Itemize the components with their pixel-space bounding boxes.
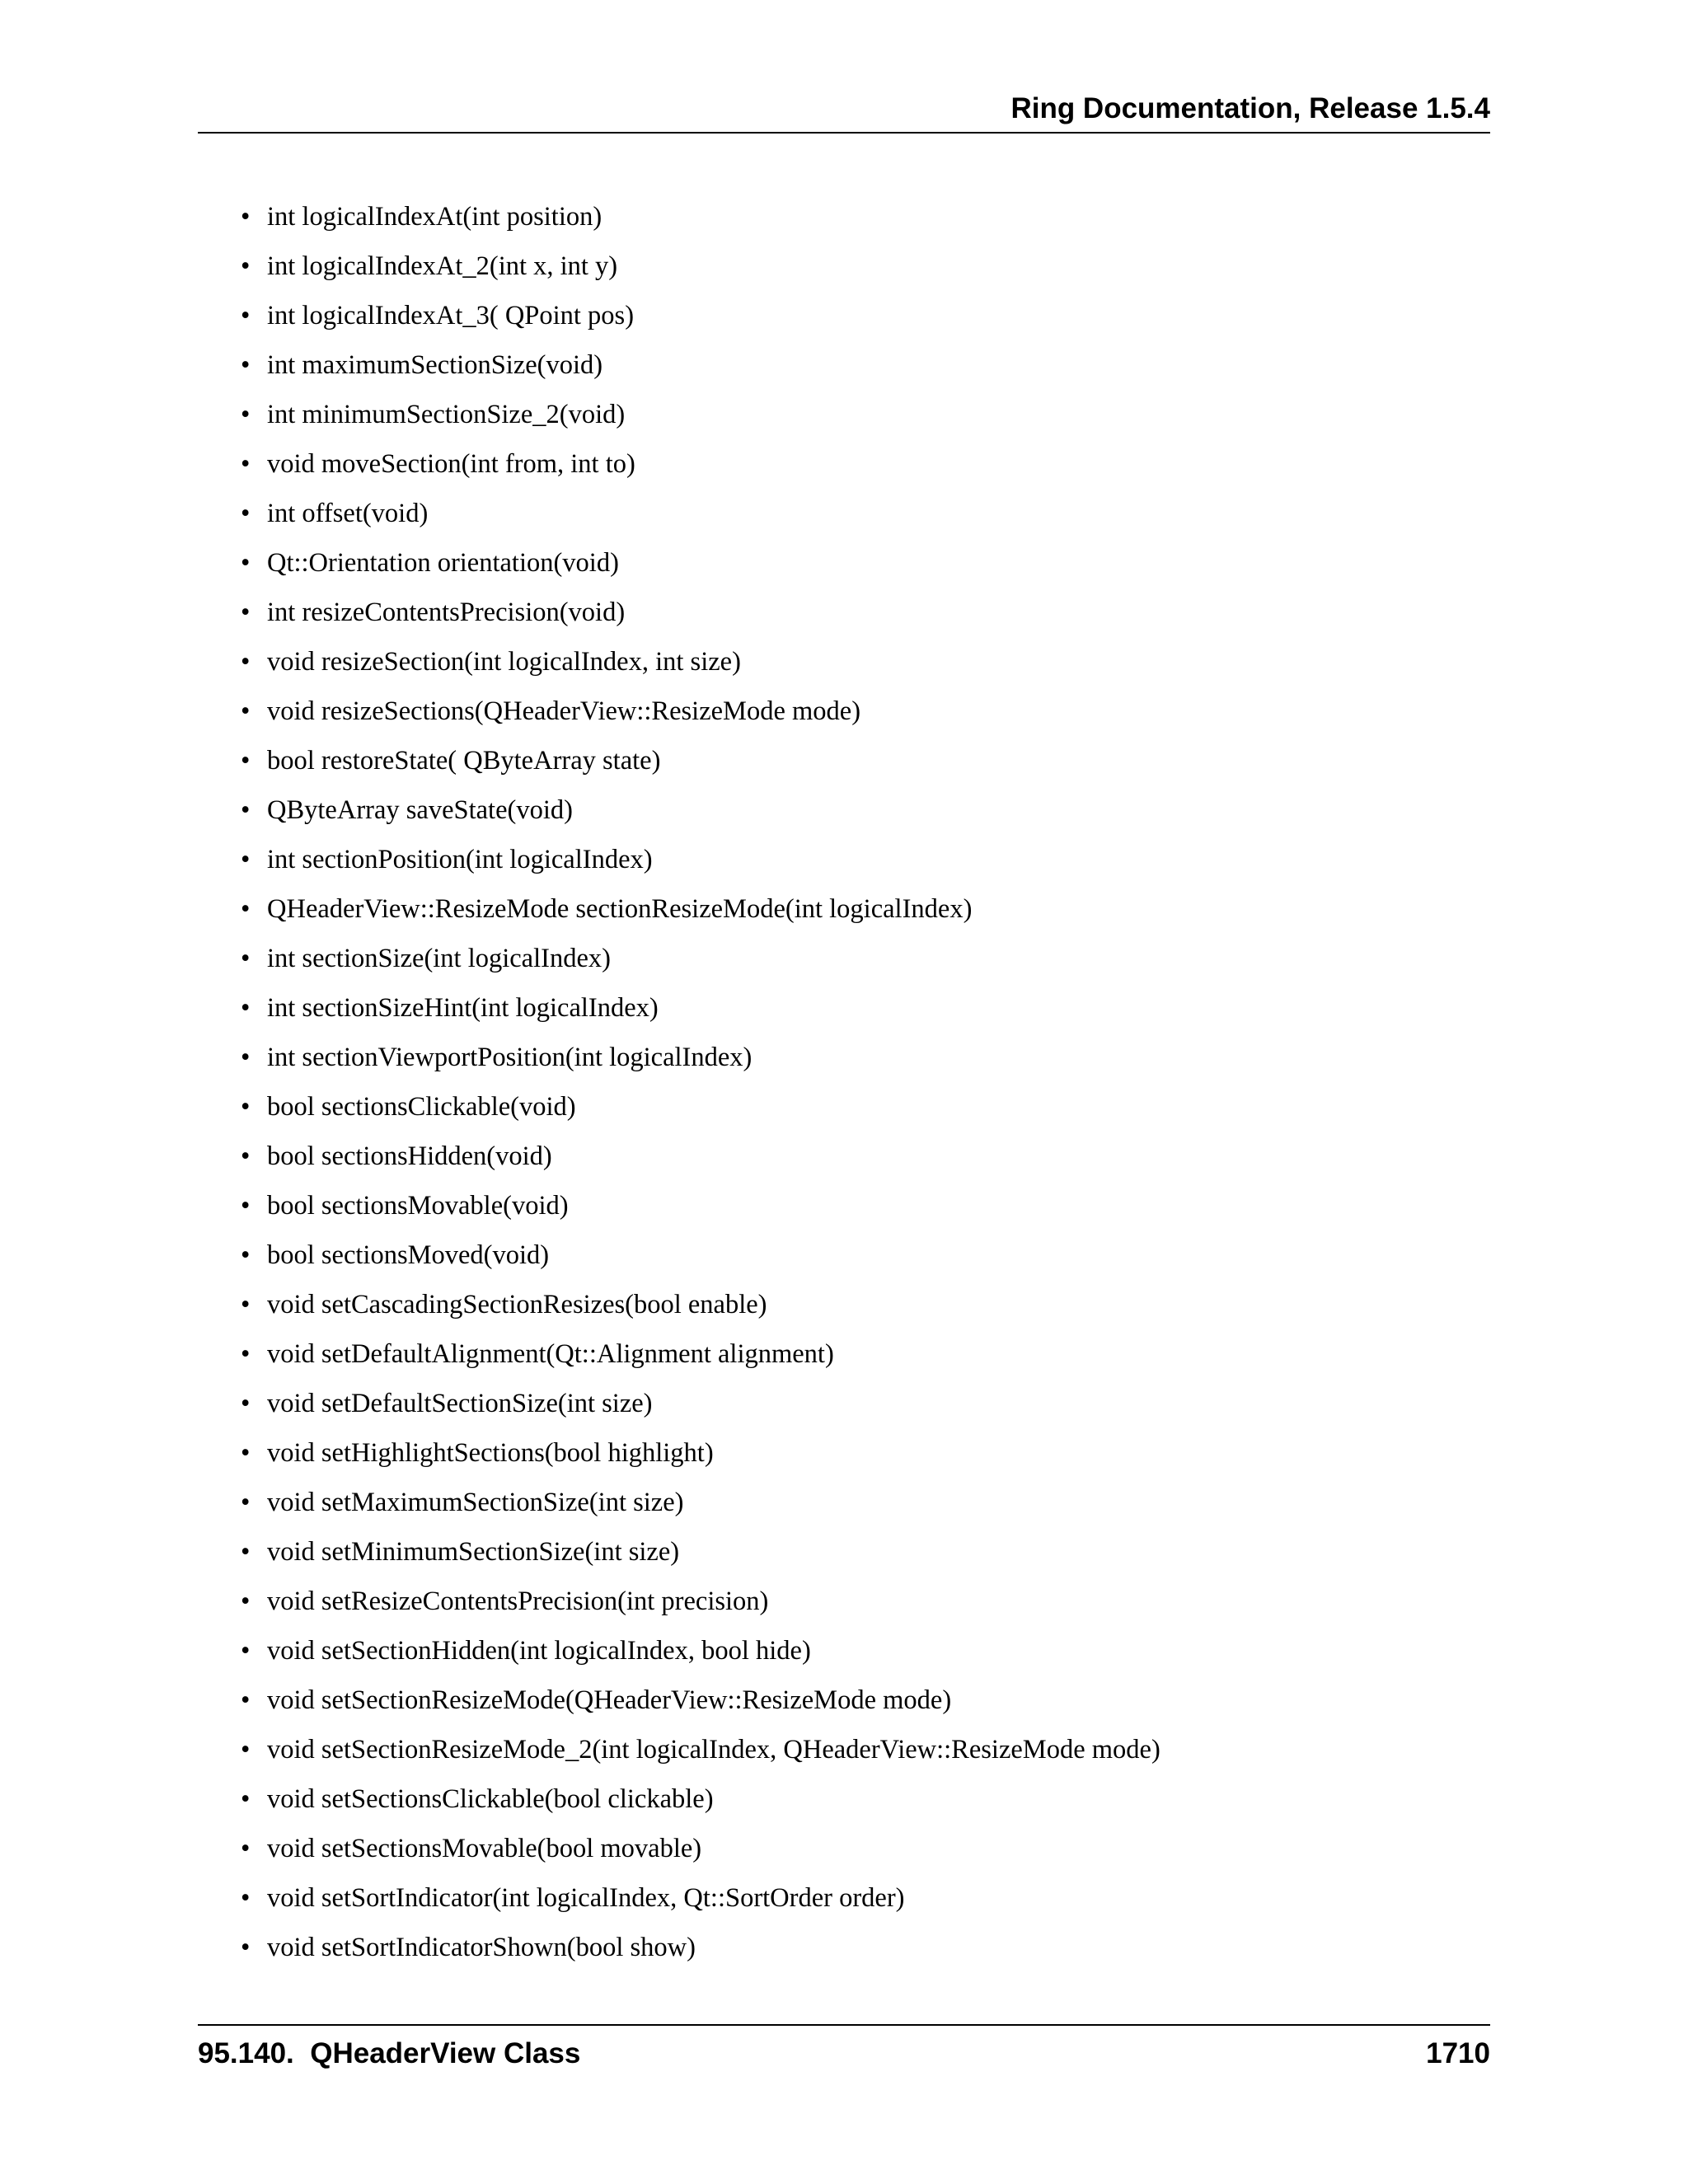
method-signature: int logicalIndexAt_2(int x, int y) [267,251,618,281]
list-item [241,1038,1160,1088]
list-item [241,1632,1160,1681]
bullet-icon: • [241,1586,251,1616]
list-item [241,1088,1160,1137]
method-signature: int offset(void) [267,499,429,528]
bullet-icon: • [241,548,251,578]
method-signature: int logicalIndexAt(int position) [267,202,603,232]
list-item [241,1236,1160,1286]
list-item [241,940,1160,989]
bullet-icon: • [241,1141,251,1171]
bullet-icon: • [241,1488,251,1517]
bullet-icon: • [241,1191,251,1221]
list-item [241,1582,1160,1632]
bullet-icon: • [241,1092,251,1122]
method-signature: void setDefaultAlignment(Qt::Alignment alignment) [267,1339,834,1369]
bullet-icon: • [241,202,251,232]
bullet-icon: • [241,1834,251,1863]
list-item [241,346,1160,396]
list-item [241,742,1160,791]
bullet-icon: • [241,1240,251,1270]
list-item [241,692,1160,742]
bullet-icon: • [241,696,251,726]
bullet-icon: • [241,1735,251,1765]
list-item [241,1731,1160,1780]
method-signature: void setSectionResizeMode(QHeaderView::ResizeMode mode) [267,1685,952,1715]
bullet-icon: • [241,1685,251,1715]
method-signature: bool sectionsMoved(void) [267,1240,550,1270]
list-item [241,544,1160,593]
method-signature: void setCascadingSectionResizes(bool enable) [267,1290,767,1319]
list-item [241,1385,1160,1434]
list-item [241,1830,1160,1879]
method-signature: Qt::Orientation orientation(void) [267,548,619,578]
list-item [241,1780,1160,1830]
bullet-icon: • [241,845,251,874]
bullet-icon: • [241,251,251,281]
bullet-icon: • [241,1537,251,1567]
list-item [241,890,1160,940]
list-item [241,841,1160,890]
list-item [241,396,1160,445]
bullet-icon: • [241,598,251,627]
method-signature: int sectionPosition(int logicalIndex) [267,845,653,874]
list-item [241,247,1160,297]
list-item [241,1533,1160,1582]
list-item [241,1335,1160,1385]
list-item [241,297,1160,346]
bullet-icon: • [241,894,251,924]
bullet-icon: • [241,647,251,677]
bullet-icon: • [241,1784,251,1814]
list-item [241,1434,1160,1483]
list-item [241,494,1160,544]
list-item [241,1483,1160,1533]
method-signature: int resizeContentsPrecision(void) [267,598,626,627]
list-item [241,1879,1160,1929]
bullet-icon: • [241,301,251,330]
method-signature: void setSortIndicatorShown(bool show) [267,1933,696,1962]
list-item [241,445,1160,494]
method-signature: int sectionViewportPosition(int logicalIndex) [267,1043,753,1072]
bullet-icon: • [241,350,251,380]
list-item [241,1681,1160,1731]
bullet-icon: • [241,1290,251,1319]
method-signature: int sectionSize(int logicalIndex) [267,944,611,973]
method-signature: void setResizeContentsPrecision(int precision) [267,1586,769,1616]
method-signature: void setDefaultSectionSize(int size) [267,1389,653,1418]
method-signature: void setSectionHidden(int logicalIndex, bool hide) [267,1636,811,1666]
list-item [241,198,1160,247]
bullet-icon: • [241,1636,251,1666]
list-item [241,1187,1160,1236]
bullet-icon: • [241,1389,251,1418]
list-item [241,643,1160,692]
method-list [241,198,1160,1978]
list-item [241,1929,1160,1978]
bullet-icon: • [241,400,251,429]
document-title: Ring Documentation, Release 1.5.4 [1010,92,1490,124]
method-signature: int maximumSectionSize(void) [267,350,603,380]
method-signature: bool restoreState( QByteArray state) [267,746,661,776]
method-signature: void setSectionsMovable(bool movable) [267,1834,702,1863]
list-item [241,593,1160,643]
method-signature: int minimumSectionSize_2(void) [267,400,626,429]
section-title: 95.140. QHeaderView Class [198,2037,581,2069]
method-signature: void resizeSection(int logicalIndex, int size) [267,647,741,677]
method-signature: void setSortIndicator(int logicalIndex, Qt::SortOrder order) [267,1883,905,1913]
method-signature: bool sectionsHidden(void) [267,1141,552,1171]
bullet-icon: • [241,499,251,528]
bullet-icon: • [241,795,251,825]
bullet-icon: • [241,944,251,973]
method-signature: void setMaximumSectionSize(int size) [267,1488,684,1517]
method-signature: void moveSection(int from, int to) [267,449,635,479]
method-signature: void setHighlightSections(bool highlight) [267,1438,714,1468]
bullet-icon: • [241,1933,251,1962]
bullet-icon: • [241,1883,251,1913]
page-footer [198,2024,1490,2075]
bullet-icon: • [241,993,251,1023]
method-signature: int sectionSizeHint(int logicalIndex) [267,993,659,1023]
bullet-icon: • [241,746,251,776]
method-signature: void resizeSections(QHeaderView::ResizeMode mode) [267,696,861,726]
list-item [241,1137,1160,1187]
list-item [241,989,1160,1038]
list-item [241,1286,1160,1335]
list-item [241,791,1160,841]
page-number: 1710 [1426,2037,1490,2069]
method-signature: void setSectionsClickable(bool clickable) [267,1784,714,1814]
method-signature: bool sectionsMovable(void) [267,1191,569,1221]
bullet-icon: • [241,449,251,479]
method-signature: QByteArray saveState(void) [267,795,573,825]
method-signature: void setSectionResizeMode_2(int logicalIndex, QHeaderView::ResizeMode mode) [267,1735,1160,1765]
bullet-icon: • [241,1043,251,1072]
method-signature: int logicalIndexAt_3( QPoint pos) [267,301,635,330]
page-header [198,92,1490,134]
bullet-icon: • [241,1339,251,1369]
method-signature: QHeaderView::ResizeMode sectionResizeMode(int logicalIndex) [267,894,973,924]
method-signature: bool sectionsClickable(void) [267,1092,576,1122]
bullet-icon: • [241,1438,251,1468]
method-signature: void setMinimumSectionSize(int size) [267,1537,680,1567]
